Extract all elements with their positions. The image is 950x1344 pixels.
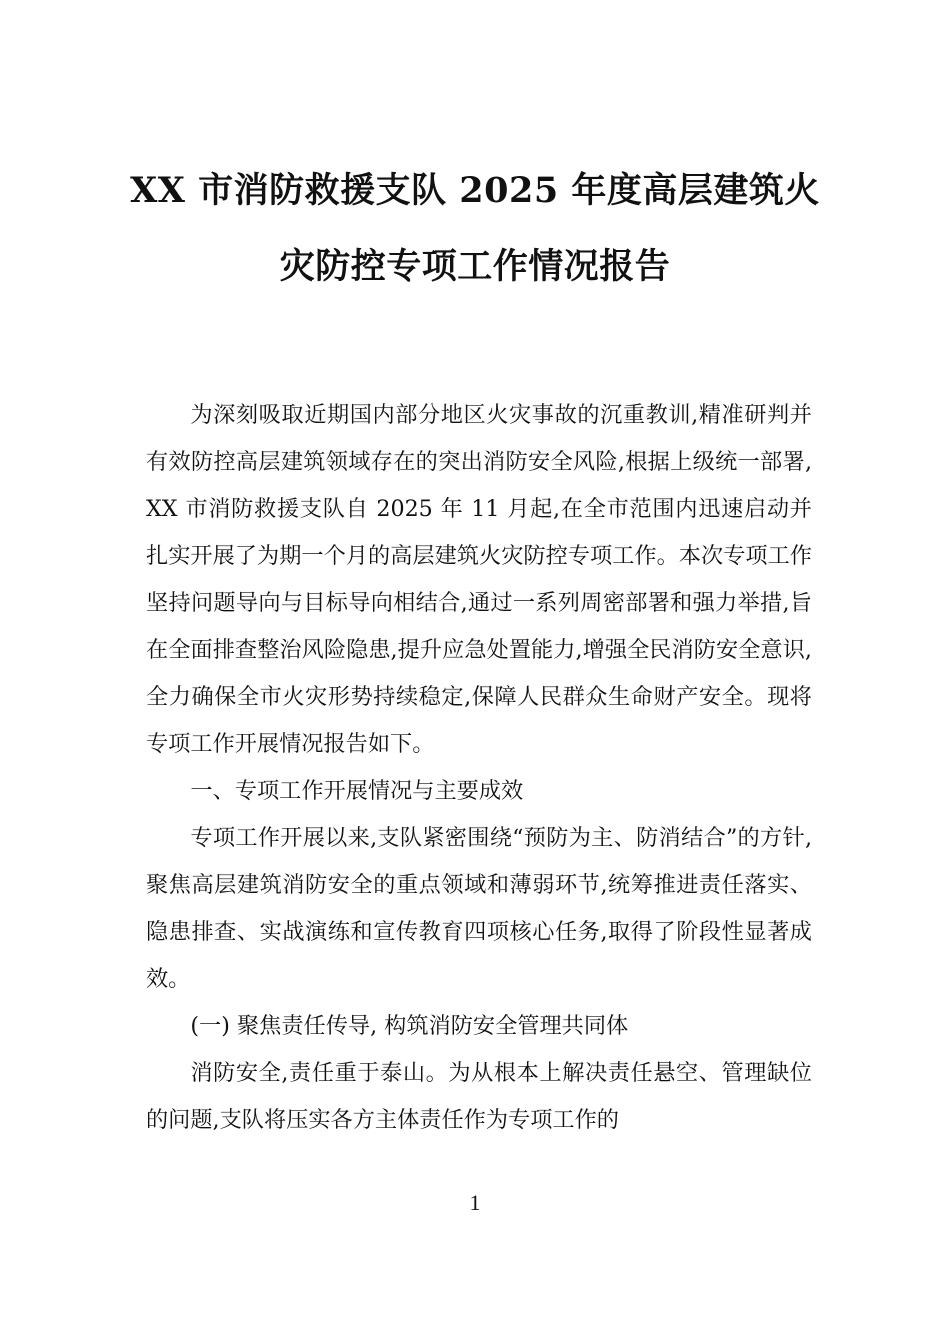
intro-paragraph: 为深刻吸取近期国内部分地区火灾事故的沉重教训,精准研判并有效防控高层建筑领域存在的突出消防安全风险,根据上级统一部署,XX 市消防救援支队自 2025 年 11 月起,在全市范围内迅速启动并扎实开展了为期一个月的高层建筑火灾防控专项工作。本次专项工作坚持问题导向与目标导向相结合,通过一系列周密部署和强力举措,旨在全面排查整治风险隐患,提升应急处置能力,增强全民消防安全意识,全力确保全市火灾形势持续稳定,保障人民群众生命财产安全。现将专项工作开展情况报告如下。 [146, 402, 812, 757]
title-line-2: 灾防控专项工作情况报告 [279, 246, 671, 287]
section-heading: 一、专项工作开展情况与主要成效 [190, 778, 524, 804]
title-line-1: XX 市消防救援支队 2025 年度高层建筑火 [130, 170, 820, 211]
subsection-paragraph: 消防安全,责任重于泰山。为从根本上解决责任悬空、管理缺位的问题,支队将压实各方主体责任作为专项工作的 [146, 1060, 812, 1133]
page-number: 1 [469, 1190, 481, 1215]
subsection-heading: (一) 聚焦责任传导, 构筑消防安全管理共同体 [190, 1013, 629, 1039]
document-title [100, 166, 850, 318]
section-paragraph: 专项工作开展以来,支队紧密围绕“预防为主、防消结合”的方针,聚焦高层建筑消防安全的重点领域和薄弱环节,统筹推进责任落实、隐患排查、实战演练和宣传教育四项核心任务,取得了阶段性显著成效。 [146, 825, 812, 992]
document-body [146, 392, 812, 1144]
